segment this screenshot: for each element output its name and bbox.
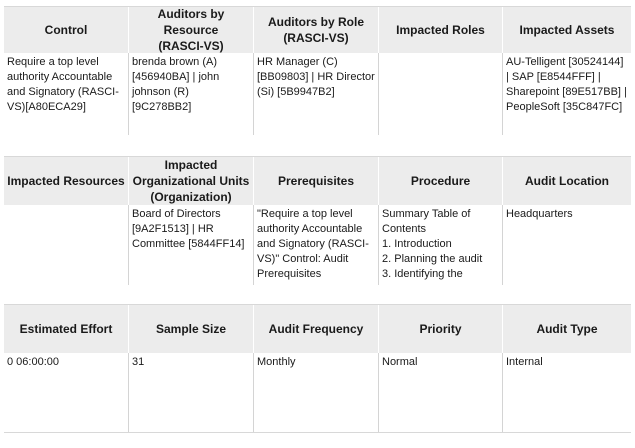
- control-table: [4, 6, 631, 135]
- cell-audit-location[interactable]: Headquarters: [506, 208, 573, 220]
- cell-prerequisites[interactable]: "Require a top level authority Accountable and Signatory (RASCI-VS)" Control: Audit Prerequisites: [254, 205, 379, 285]
- header-priority[interactable]: Priority: [379, 305, 503, 353]
- cell-estimated-effort[interactable]: 0 06:00:00: [4, 353, 129, 433]
- header-estimated-effort[interactable]: Estimated Effort: [4, 305, 129, 353]
- cell-auditors-by-resource[interactable]: brenda brown (A) [456940BA] | john johnson (R) [9C278BB2]: [129, 53, 254, 135]
- audit-scope-table-header: [4, 156, 631, 205]
- cell-procedure[interactable]: Summary Table of Contents 1. Introduction 2. Planning the audit 3. Identifying the: [379, 205, 503, 285]
- cell-audit-type[interactable]: Internal: [506, 356, 543, 368]
- header-audit-frequency[interactable]: Audit Frequency: [254, 305, 379, 353]
- cell-impacted-org-units[interactable]: Board of Directors [9A2F1513] | HR Committee [5844FF14]: [129, 205, 254, 285]
- control-table-header: [4, 6, 631, 53]
- cell-control[interactable]: Require a top level authority Accountable and Signatory (RASCI-VS)[A80ECA29]: [4, 53, 129, 135]
- cell-impacted-resources[interactable]: [4, 205, 129, 285]
- header-audit-location[interactable]: Audit Location: [525, 174, 609, 188]
- audit-schedule-table: [4, 304, 631, 433]
- cell-audit-frequency[interactable]: Monthly: [254, 353, 379, 433]
- header-audit-type[interactable]: Audit Type: [536, 322, 598, 336]
- header-impacted-roles[interactable]: Impacted Roles: [379, 7, 503, 53]
- cell-auditors-by-role[interactable]: HR Manager (C) [BB09803] | HR Director (Si) [5B9947B2]: [254, 53, 379, 135]
- cell-priority[interactable]: Normal: [379, 353, 503, 433]
- header-impacted-assets[interactable]: Impacted Assets: [519, 23, 615, 37]
- audit-schedule-table-row: [4, 353, 631, 433]
- cell-impacted-roles[interactable]: [379, 53, 503, 135]
- cell-sample-size[interactable]: 31: [129, 353, 254, 433]
- header-auditors-by-role[interactable]: Auditors by Role (RASCI-VS): [254, 7, 379, 53]
- header-auditors-by-resource[interactable]: Auditors by Resource (RASCI-VS): [129, 7, 254, 53]
- header-control[interactable]: Control: [4, 7, 129, 53]
- header-prerequisites[interactable]: Prerequisites: [254, 157, 379, 205]
- table-bottom-divider: [4, 432, 631, 433]
- header-sample-size[interactable]: Sample Size: [129, 305, 254, 353]
- header-impacted-resources[interactable]: Impacted Resources: [4, 157, 129, 205]
- audit-scope-table: [4, 156, 631, 285]
- audit-schedule-table-header: [4, 304, 631, 353]
- control-table-row: [4, 53, 631, 135]
- header-procedure[interactable]: Procedure: [379, 157, 503, 205]
- header-impacted-org-units[interactable]: Impacted Organizational Units (Organization): [129, 157, 254, 205]
- cell-impacted-assets[interactable]: AU-Telligent [30524144] | SAP [E8544FFF] | Sharepoint [89E517BB] | PeopleSoft [35C847FC]: [506, 56, 627, 113]
- audit-scope-table-row: [4, 205, 631, 285]
